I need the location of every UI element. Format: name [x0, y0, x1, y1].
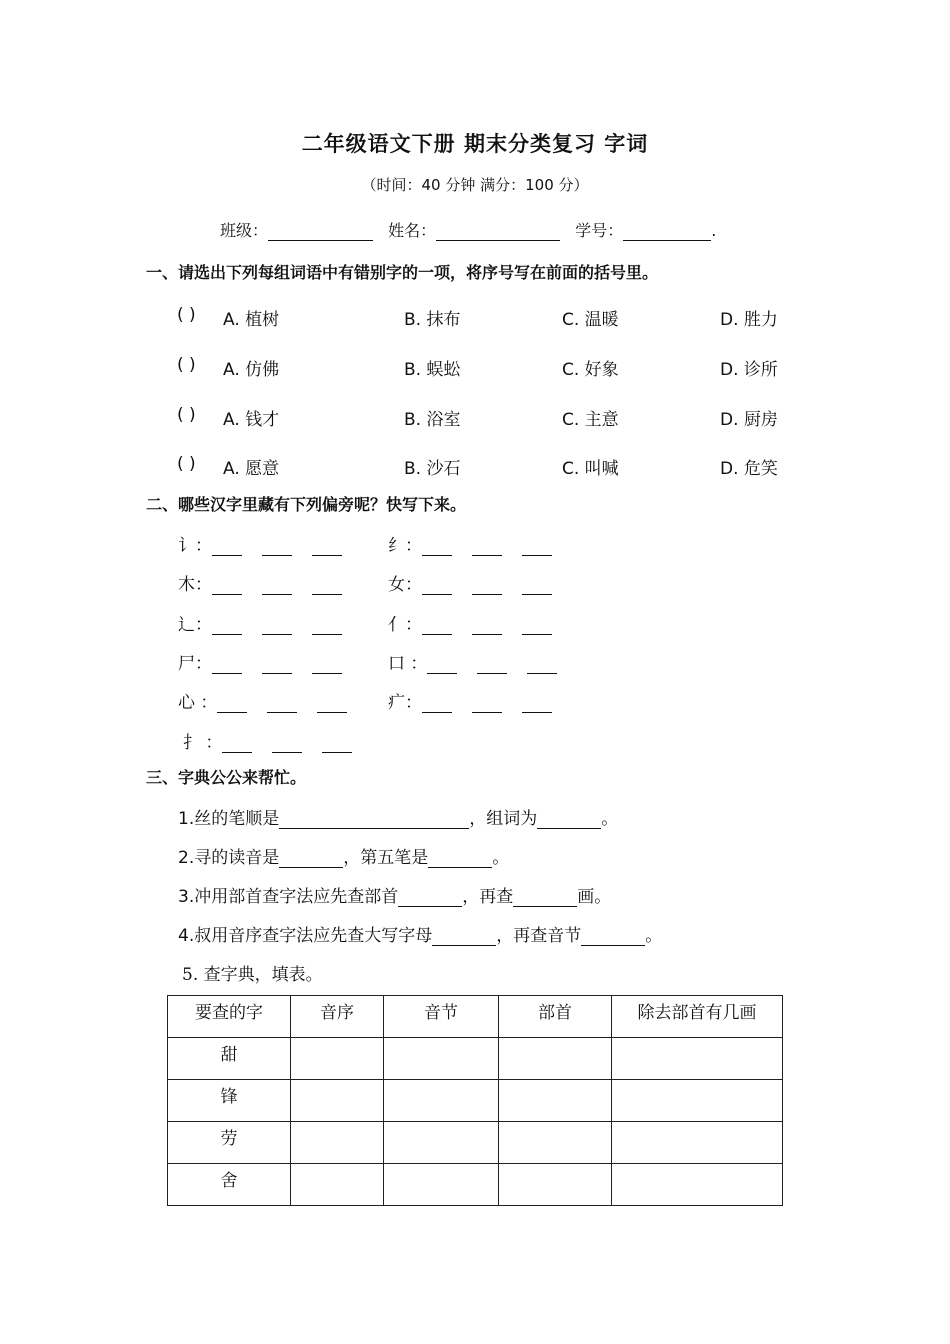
- table-row: [168, 1080, 783, 1122]
- table-header: 除去部首有几画: [612, 996, 783, 1038]
- question-1: 1.丝的笔顺是 ，组词为 。: [178, 809, 619, 829]
- name-field[interactable]: [436, 222, 560, 241]
- table-row: [168, 1038, 783, 1080]
- option-d: D. 危笑: [720, 459, 778, 479]
- name-label: 姓名：: [388, 221, 437, 240]
- section1-heading: 一、请选出下列每组词语中有错别字的一项，将序号写在前面的括号里。: [146, 263, 659, 282]
- radical-label: 讠：: [178, 536, 212, 556]
- option-d: D. 厨房: [720, 410, 778, 430]
- option-b: B. 抹布: [404, 310, 461, 330]
- answer-blank[interactable]: [432, 929, 496, 946]
- section2-heading: 二、哪些汉字里藏有下列偏旁呢？快写下来。: [146, 495, 467, 514]
- radical-label: 尸：: [178, 654, 212, 674]
- table-char: 甜: [168, 1038, 291, 1080]
- option-c: C. 好象: [562, 360, 619, 380]
- answer-blank[interactable]: [537, 812, 601, 829]
- option-b: B. 沙石: [404, 459, 461, 479]
- table-header: 音节: [384, 996, 499, 1038]
- section3-heading: 三、字典公公来帮忙。: [146, 768, 307, 787]
- option-b: B. 浴室: [404, 410, 461, 430]
- table-row: [168, 1122, 783, 1164]
- table-header: 音序: [291, 996, 384, 1038]
- table-char: 劳: [168, 1122, 291, 1164]
- answer-blank[interactable]: [398, 890, 462, 907]
- option-d: D. 胜力: [720, 310, 778, 330]
- option-a: A. 植树: [223, 310, 280, 330]
- table-row: [168, 1164, 783, 1206]
- answer-blank[interactable]: [513, 890, 577, 907]
- answer-blank[interactable]: [279, 851, 343, 868]
- question-4: 4.叔用音序查字法应先查大写字母 ，再查音节 。: [178, 926, 663, 946]
- table-header: 要查的字: [168, 996, 291, 1038]
- page-title: 二年级语文下册 期末分类复习 字词: [301, 132, 649, 156]
- radical-label: 纟：: [388, 536, 422, 556]
- id-label: 学号：: [575, 221, 624, 240]
- option-a: A. 钱才: [223, 410, 280, 430]
- question-5: 5. 查字典，填表。: [182, 965, 323, 985]
- table-header-row: [168, 996, 783, 1038]
- question-3: 3.冲用部首查字法应先查部首 ，再查 画。: [178, 887, 612, 907]
- page-subtitle: （时间：40 分钟 满分：100 分）: [361, 176, 589, 194]
- option-a: A. 愿意: [223, 459, 280, 479]
- option-d: D. 诊所: [720, 360, 778, 380]
- answer-blank[interactable]: [279, 812, 469, 829]
- class-field[interactable]: [268, 222, 373, 241]
- radical-label: 亻：: [388, 615, 422, 635]
- answer-blank[interactable]: [581, 929, 645, 946]
- radical-label: 辶：: [178, 615, 212, 635]
- radical-label: 木：: [178, 575, 212, 595]
- option-c: C. 叫喊: [562, 459, 619, 479]
- table-header: 部首: [499, 996, 612, 1038]
- radical-label: 心 ：: [178, 693, 218, 713]
- student-info: 班级： 姓名： 学号： .: [220, 221, 717, 240]
- radical-label: 疒：: [388, 693, 422, 713]
- radical-label: 女：: [388, 575, 422, 595]
- answer-bracket[interactable]: ( ): [177, 405, 196, 425]
- table-char: 锋: [168, 1080, 291, 1122]
- answer-blank[interactable]: [428, 851, 492, 868]
- question-2: 2.寻的读音是 ，第五笔是 。: [178, 848, 510, 868]
- option-c: C. 温暖: [562, 310, 619, 330]
- answer-bracket[interactable]: ( ): [177, 454, 196, 474]
- id-field[interactable]: [623, 222, 711, 241]
- table-char: 舍: [168, 1164, 291, 1206]
- answer-bracket[interactable]: ( ): [177, 355, 196, 375]
- radical-label: 口 ：: [388, 654, 428, 674]
- answer-bracket[interactable]: ( ): [177, 305, 196, 325]
- option-b: B. 蜈蚣: [404, 360, 461, 380]
- class-label: 班级：: [220, 221, 269, 240]
- radical-label: 扌 ：: [183, 733, 223, 753]
- dictionary-table: [167, 995, 783, 1206]
- option-a: A. 仿佛: [223, 360, 280, 380]
- option-c: C. 主意: [562, 410, 619, 430]
